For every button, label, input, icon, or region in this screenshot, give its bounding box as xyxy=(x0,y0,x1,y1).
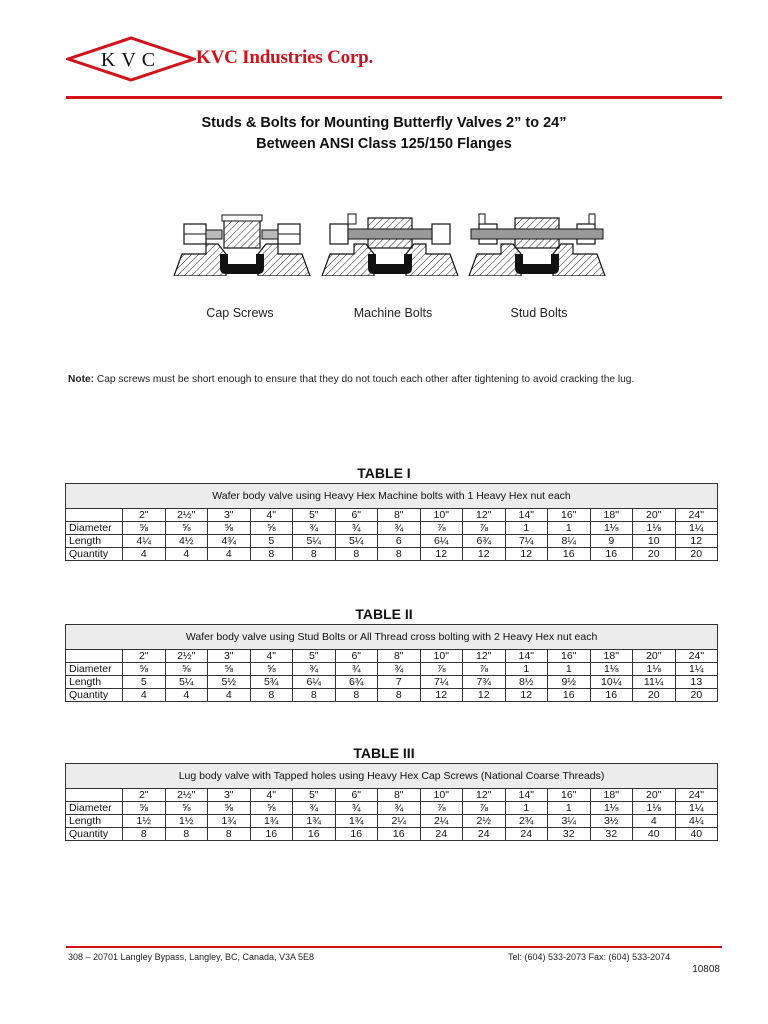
table-cell: 8 xyxy=(123,828,166,841)
table-cell: 4 xyxy=(165,689,208,702)
table-cell: 4½ xyxy=(165,535,208,548)
table-cell: 40 xyxy=(633,828,676,841)
table-cell: 12 xyxy=(463,689,506,702)
table-cell: ⅝ xyxy=(250,802,293,815)
table-cell: 8 xyxy=(335,689,378,702)
table-cell: 9 xyxy=(590,535,633,548)
note-text: Cap screws must be short enough to ensure that they do not touch each other after tightening to avoid cracking the lug. xyxy=(94,374,635,385)
table-cell: 12 xyxy=(463,548,506,561)
table-cell: 1⅛ xyxy=(633,802,676,815)
size-header-cell: 24" xyxy=(675,650,718,663)
table-cell: 12 xyxy=(420,689,463,702)
table-row xyxy=(66,689,718,702)
table-cell: 24 xyxy=(420,828,463,841)
table-cell: 1¼ xyxy=(675,663,718,676)
footer-address: 308 – 20701 Langley Bypass, Langley, BC, Canada, V3A 5E8 xyxy=(68,952,315,962)
row-label: Diameter xyxy=(66,802,123,815)
table-cell: ¾ xyxy=(293,522,336,535)
size-header-cell: 8" xyxy=(378,509,421,522)
footer-divider xyxy=(66,946,722,948)
size-header-cell: 8" xyxy=(378,789,421,802)
cap-screws-figure xyxy=(172,210,312,276)
table-cell: 5 xyxy=(250,535,293,548)
table-cell: 9½ xyxy=(548,676,591,689)
table-caption: Wafer body valve using Heavy Hex Machine bolts with 1 Heavy Hex nut each xyxy=(66,484,718,509)
table-cell: 4¾ xyxy=(208,535,251,548)
table-cell: 1 xyxy=(505,663,548,676)
table-cell: 1½ xyxy=(123,815,166,828)
table-cell: 7¼ xyxy=(420,676,463,689)
table-cell: 4 xyxy=(208,548,251,561)
table-cell: 7 xyxy=(378,676,421,689)
row-label: Quantity xyxy=(66,689,123,702)
size-header-cell: 20" xyxy=(633,789,676,802)
stud-bolts-figure xyxy=(467,210,607,276)
header-blank-cell xyxy=(66,509,123,522)
size-header-cell: 14" xyxy=(505,789,548,802)
size-header-cell: 4" xyxy=(250,509,293,522)
table-cell: 4 xyxy=(633,815,676,828)
table-cell: 8 xyxy=(335,548,378,561)
size-header-cell: 10" xyxy=(420,789,463,802)
table-cell: 24 xyxy=(463,828,506,841)
table-cell: 5¼ xyxy=(335,535,378,548)
table-cell: 7¼ xyxy=(505,535,548,548)
table-caption: Wafer body valve using Stud Bolts or All Thread cross bolting with 2 Heavy Hex nut each xyxy=(66,625,718,650)
table-cell: 12 xyxy=(505,548,548,561)
table-cell: 5 xyxy=(123,676,166,689)
table-cell: 1½ xyxy=(165,815,208,828)
table-cell: 20 xyxy=(675,689,718,702)
table-cell: 12 xyxy=(505,689,548,702)
size-header-cell: 3" xyxy=(208,789,251,802)
table-cell: 1 xyxy=(505,522,548,535)
table-cell: 12 xyxy=(675,535,718,548)
table-header-row xyxy=(66,650,718,663)
size-header-cell: 6" xyxy=(335,789,378,802)
table-cell: 1 xyxy=(505,802,548,815)
size-header-cell: 20" xyxy=(633,650,676,663)
table-cell: ⅞ xyxy=(463,802,506,815)
size-header-cell: 16" xyxy=(548,650,591,663)
table-cell: ⅝ xyxy=(250,663,293,676)
table-cell: ⅞ xyxy=(420,663,463,676)
table-header-row xyxy=(66,509,718,522)
table-cell: 10¼ xyxy=(590,676,633,689)
table-cell: 6¾ xyxy=(463,535,506,548)
size-header-cell: 2½" xyxy=(165,650,208,663)
document-number: 10808 xyxy=(692,964,720,975)
table-cell: 13 xyxy=(675,676,718,689)
size-header-cell: 18" xyxy=(590,509,633,522)
table-cell: ⅞ xyxy=(420,802,463,815)
table-cell: 3¼ xyxy=(548,815,591,828)
header-blank-cell xyxy=(66,650,123,663)
table-cell: 10 xyxy=(633,535,676,548)
document-title: Studs & Bolts for Mounting Butterfly Valves 2” to 24” xyxy=(201,115,567,131)
table-cell: 16 xyxy=(590,548,633,561)
table-cell: ¾ xyxy=(378,663,421,676)
table-cell: ⅝ xyxy=(165,522,208,535)
table-cell: 1¾ xyxy=(250,815,293,828)
table-cell: 4 xyxy=(123,548,166,561)
table-cell: 1 xyxy=(548,802,591,815)
table-cell: 1¾ xyxy=(293,815,336,828)
machine-bolts-figure xyxy=(320,210,460,276)
size-header-cell: 16" xyxy=(548,509,591,522)
table-cell: ¾ xyxy=(378,802,421,815)
size-header-cell: 3" xyxy=(208,650,251,663)
size-header-cell: 24" xyxy=(675,509,718,522)
table-cell: 6¼ xyxy=(420,535,463,548)
header-blank-cell xyxy=(66,789,123,802)
table-cell: 6 xyxy=(378,535,421,548)
table-cell: 1⅛ xyxy=(590,802,633,815)
table-cell: ⅝ xyxy=(123,663,166,676)
size-header-cell: 12" xyxy=(463,650,506,663)
table-2 xyxy=(65,624,717,702)
table-cell: 1⅛ xyxy=(633,663,676,676)
table-row xyxy=(66,828,718,841)
table-cell: ⅞ xyxy=(463,522,506,535)
table-cell: 32 xyxy=(590,828,633,841)
table-cell: 1¾ xyxy=(208,815,251,828)
table-row xyxy=(66,535,718,548)
footer-phone: Tel: (604) 533-2073 Fax: (604) 533-2074 xyxy=(508,952,671,962)
figure-label-machine-bolts: Machine Bolts xyxy=(353,306,433,320)
size-header-cell: 2½" xyxy=(165,509,208,522)
size-header-cell: 6" xyxy=(335,650,378,663)
row-label: Quantity xyxy=(66,548,123,561)
table-cell: ⅝ xyxy=(165,663,208,676)
row-label: Length xyxy=(66,676,123,689)
table-cell: ⅝ xyxy=(208,522,251,535)
header-divider xyxy=(66,96,722,99)
table-cell: ⅝ xyxy=(165,802,208,815)
table-cell: 16 xyxy=(335,828,378,841)
table-cell: 5½ xyxy=(208,676,251,689)
sizing-table xyxy=(65,624,718,702)
table-3 xyxy=(65,763,717,841)
size-header-cell: 8" xyxy=(378,650,421,663)
document-subtitle: Between ANSI Class 125/150 Flanges xyxy=(256,136,512,152)
table-cell: 6¾ xyxy=(335,676,378,689)
table-3-title: TABLE III xyxy=(353,745,415,761)
table-cell: 8 xyxy=(378,689,421,702)
sizing-table xyxy=(65,763,718,841)
table-cell: 8 xyxy=(293,689,336,702)
table-cell: 32 xyxy=(548,828,591,841)
table-cell: ⅝ xyxy=(208,802,251,815)
table-cell: 20 xyxy=(633,548,676,561)
table-cell: 16 xyxy=(548,548,591,561)
table-cell: 8½ xyxy=(505,676,548,689)
size-header-cell: 2½" xyxy=(165,789,208,802)
size-header-cell: 4" xyxy=(250,789,293,802)
note xyxy=(68,374,634,385)
table-cell: 8 xyxy=(250,689,293,702)
size-header-cell: 20" xyxy=(633,509,676,522)
table-cell: 16 xyxy=(378,828,421,841)
table-cell: 8 xyxy=(378,548,421,561)
sizing-table xyxy=(65,483,718,561)
size-header-cell: 4" xyxy=(250,650,293,663)
size-header-cell: 6" xyxy=(335,509,378,522)
table-cell: 16 xyxy=(250,828,293,841)
table-cell: ⅞ xyxy=(463,663,506,676)
row-label: Length xyxy=(66,815,123,828)
table-cell: ¾ xyxy=(335,663,378,676)
table-cell: 6¼ xyxy=(293,676,336,689)
table-cell: 4¼ xyxy=(675,815,718,828)
table-cell: 16 xyxy=(548,689,591,702)
row-label: Diameter xyxy=(66,663,123,676)
table-row xyxy=(66,676,718,689)
table-cell: 7¾ xyxy=(463,676,506,689)
table-cell: ¾ xyxy=(335,802,378,815)
table-cell: 1⅛ xyxy=(633,522,676,535)
size-header-cell: 14" xyxy=(505,509,548,522)
table-cell: 5¼ xyxy=(165,676,208,689)
table-cell: 24 xyxy=(505,828,548,841)
table-cell: 2¾ xyxy=(505,815,548,828)
table-cell: ¾ xyxy=(378,522,421,535)
size-header-cell: 12" xyxy=(463,509,506,522)
table-cell: ⅝ xyxy=(123,522,166,535)
table-cell: 4 xyxy=(208,689,251,702)
table-cell: 1 xyxy=(548,522,591,535)
table-cell: ⅝ xyxy=(123,802,166,815)
table-cell: 4¼ xyxy=(123,535,166,548)
size-header-cell: 3" xyxy=(208,509,251,522)
size-header-cell: 18" xyxy=(590,789,633,802)
table-cell: ⅝ xyxy=(208,663,251,676)
table-cell: 16 xyxy=(590,689,633,702)
row-label: Length xyxy=(66,535,123,548)
table-cell: 1¾ xyxy=(335,815,378,828)
table-cell: 2¼ xyxy=(420,815,463,828)
table-cell: 8 xyxy=(208,828,251,841)
table-1-title: TABLE I xyxy=(357,465,411,481)
size-header-cell: 5" xyxy=(293,509,336,522)
size-header-cell: 14" xyxy=(505,650,548,663)
size-header-cell: 10" xyxy=(420,509,463,522)
size-header-cell: 18" xyxy=(590,650,633,663)
table-cell: 1⅛ xyxy=(590,522,633,535)
table-cell: 1⅛ xyxy=(590,663,633,676)
size-header-cell: 10" xyxy=(420,650,463,663)
table-cell: 8 xyxy=(250,548,293,561)
table-cell: 5¼ xyxy=(293,535,336,548)
size-header-cell: 24" xyxy=(675,789,718,802)
size-header-cell: 12" xyxy=(463,789,506,802)
figure-label-stud-bolts: Stud Bolts xyxy=(510,306,568,320)
company-name: KVC Industries Corp. xyxy=(196,47,374,68)
table-cell: 2¼ xyxy=(378,815,421,828)
table-cell: 8 xyxy=(165,828,208,841)
table-row xyxy=(66,522,718,535)
note-label: Note: xyxy=(68,374,95,385)
table-row xyxy=(66,802,718,815)
table-1 xyxy=(65,483,717,561)
table-cell: 16 xyxy=(293,828,336,841)
row-label: Quantity xyxy=(66,828,123,841)
table-cell: ¾ xyxy=(293,663,336,676)
table-cell: 3½ xyxy=(590,815,633,828)
size-header-cell: 2" xyxy=(123,509,166,522)
table-cell: 2½ xyxy=(463,815,506,828)
table-cell: 4 xyxy=(165,548,208,561)
table-cell: ⅞ xyxy=(420,522,463,535)
table-caption: Lug body valve with Tapped holes using Heavy Hex Cap Screws (National Coarse Threads) xyxy=(66,764,718,789)
table-2-title: TABLE II xyxy=(355,606,413,622)
size-header-cell: 16" xyxy=(548,789,591,802)
table-cell: 4 xyxy=(123,689,166,702)
table-cell: 40 xyxy=(675,828,718,841)
table-cell: 8¼ xyxy=(548,535,591,548)
table-cell: ¾ xyxy=(293,802,336,815)
size-header-cell: 5" xyxy=(293,650,336,663)
figure-label-cap-screws: Cap Screws xyxy=(206,306,274,320)
table-cell: 12 xyxy=(420,548,463,561)
table-cell: 1¼ xyxy=(675,522,718,535)
table-cell: ¾ xyxy=(335,522,378,535)
size-header-cell: 2" xyxy=(123,789,166,802)
table-cell: 8 xyxy=(293,548,336,561)
table-header-row xyxy=(66,789,718,802)
table-cell: 1 xyxy=(548,663,591,676)
table-cell: 20 xyxy=(675,548,718,561)
table-row xyxy=(66,548,718,561)
table-row xyxy=(66,815,718,828)
table-row xyxy=(66,663,718,676)
size-header-cell: 2" xyxy=(123,650,166,663)
logo-text: KVC xyxy=(100,49,162,71)
table-cell: 11¼ xyxy=(633,676,676,689)
size-header-cell: 5" xyxy=(293,789,336,802)
table-cell: 1¼ xyxy=(675,802,718,815)
kvc-logo xyxy=(66,36,196,82)
row-label: Diameter xyxy=(66,522,123,535)
table-cell: 5¾ xyxy=(250,676,293,689)
table-cell: 20 xyxy=(633,689,676,702)
table-cell: ⅝ xyxy=(250,522,293,535)
